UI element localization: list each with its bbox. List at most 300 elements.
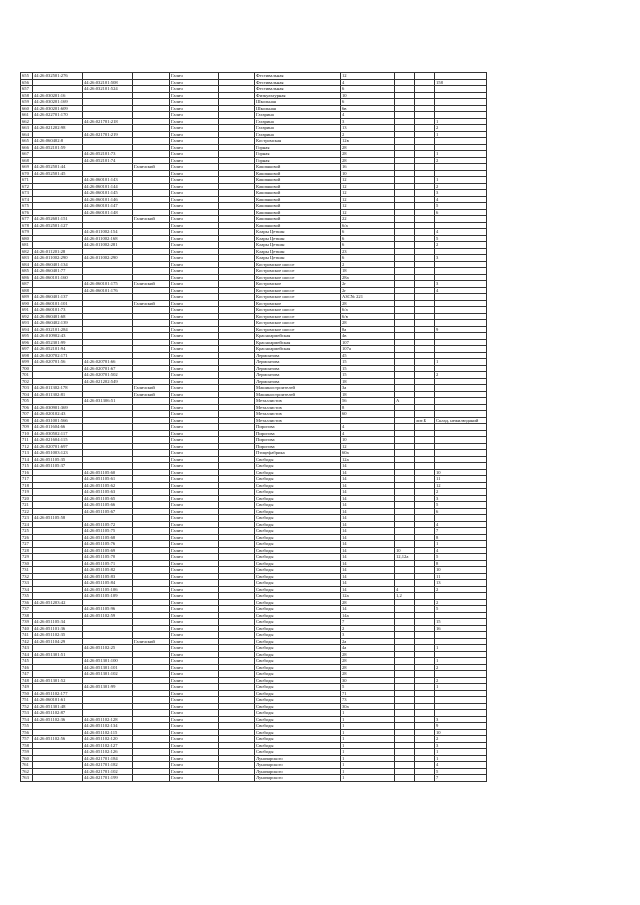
house-cell: 10 [341,92,395,99]
city-cell: Галич [170,118,219,125]
cadastral-number-cell: 44:26:032501:276 [33,73,83,80]
house-cell: 12 [341,73,395,80]
apartment-cell: 1 [435,177,487,184]
cadastral-number-cell [33,775,83,782]
house-cell: 30а [341,703,395,710]
row-number-cell: 675 [21,203,33,210]
district-cell: Галичский [133,216,170,223]
apartment-cell: 10 [435,567,487,574]
cadastral-number-cell: 44:26:060402:8 [33,138,83,145]
street-cell: Свободы [255,573,341,580]
apartment-cell: 6 [435,209,487,216]
row-number-cell: 660 [21,105,33,112]
cadastral-number-cell: 44:26:052101:59 [33,144,83,151]
street-cell: Клары Цеткин [255,235,341,242]
cadastral-number-unit-cell: 44:26:051102:127 [83,742,133,749]
cadastral-number-cell: 44:26:052301:99 [33,339,83,346]
cadastral-number-unit-cell: 44:26:021701:219 [83,131,133,138]
city-cell: Галич [170,508,219,515]
city-cell: Галич [170,567,219,574]
cadastral-number-unit-cell: 44:26:020701:502 [83,372,133,379]
house-cell: 6/а [341,222,395,229]
cadastral-number-unit-cell: 44:26:051102:128 [83,716,133,723]
apartment-cell: 1 [435,645,487,652]
house-cell: 6 [341,235,395,242]
district-cell: Галичский [133,638,170,645]
city-cell: Галич [170,729,219,736]
city-cell: Галич [170,125,219,132]
cadastral-number-cell: 44:26:051301:48 [33,703,83,710]
street-cell: Свободы [255,469,341,476]
apartment-cell: 2 [435,183,487,190]
city-cell: Галич [170,73,219,80]
cadastral-number-cell: 44:26:051105:35 [33,456,83,463]
row-number-cell: 752 [21,703,33,710]
row-number-cell: 670 [21,170,33,177]
street-cell: Костромское [255,281,341,288]
city-cell: Галич [170,742,219,749]
city-cell: Галич [170,183,219,190]
apartment-cell: 7 [435,528,487,535]
city-cell: Галич [170,164,219,171]
city-cell: Галич [170,443,219,450]
apartment-cell: 3 [435,255,487,262]
cadastral-number-unit-cell: 44:26:032101:508 [83,79,133,86]
city-cell: Галич [170,255,219,262]
house-cell: 18 [341,378,395,385]
cadastral-number-cell: 44:26:060101:160 [33,274,83,281]
cadastral-number-unit-cell: 44:26:060101:145 [83,190,133,197]
row-number-cell: 686 [21,274,33,281]
house-cell: 16 [341,164,395,171]
city-cell: Галич [170,424,219,431]
apartment-cell: 5 [435,235,487,242]
street-cell: Кашпяковой [255,170,341,177]
row-number-cell: 740 [21,625,33,632]
street-cell: Свободы [255,723,341,730]
house-cell: 12а [341,593,395,600]
house-cell: 6/а [341,307,395,314]
house-cell: 15 [341,365,395,372]
city-cell: Галич [170,411,219,418]
house-cell: 7 [341,619,395,626]
letter-cell: лит.Б [415,417,435,424]
row-number-cell: 669 [21,164,33,171]
row-number-cell: 732 [21,573,33,580]
cadastral-number-unit-cell: 44:26:051105:84 [83,580,133,587]
cadastral-number-unit-cell: 44:26:051105:72 [83,521,133,528]
street-cell: Металлистов [255,411,341,418]
building-cell: А [395,398,415,405]
row-number-cell: 715 [21,463,33,470]
row-number-cell: 726 [21,534,33,541]
apartment-cell: 2 [435,242,487,249]
house-cell: 2г [341,287,395,294]
street-cell: Свободы [255,736,341,743]
city-cell: Галич [170,560,219,567]
city-cell: Галич [170,281,219,288]
apartment-cell: 5 [435,554,487,561]
cadastral-number-cell: 44:26:011604:66 [33,424,83,431]
cadastral-number-cell: 44:26:051105:58 [33,515,83,522]
row-number-cell: 666 [21,144,33,151]
city-cell: Галич [170,352,219,359]
city-cell: Галич [170,385,219,392]
street-cell: Гагарина [255,125,341,132]
house-cell: 28 [341,300,395,307]
cadastral-number-cell: 44:26:052501:44 [33,164,83,171]
street-cell: Костромское шоссе [255,326,341,333]
apartment-cell: 1 [435,118,487,125]
street-cell: Свободы [255,541,341,548]
cadastral-number-cell: 44:26:031001:566 [33,417,83,424]
city-cell: Галич [170,157,219,164]
house-cell: 1 [341,762,395,769]
house-cell: 28 [341,651,395,658]
row-number-cell: 692 [21,313,33,320]
cadastral-number-unit-cell: 44:26:051102:115 [83,729,133,736]
street-cell: Костромское [255,300,341,307]
house-cell: 14 [341,502,395,509]
cadastral-number-unit-cell: 44:26:020701:67 [83,365,133,372]
street-cell: Свободы [255,710,341,717]
street-cell: Свободы [255,619,341,626]
house-cell: 10 [341,170,395,177]
cadastral-number-unit-cell: 44:26:021701:184 [83,755,133,762]
apartment-cell: 9 [435,723,487,730]
city-cell: Галич [170,300,219,307]
city-cell: Галич [170,99,219,106]
row-number-cell: 746 [21,664,33,671]
row-number-cell: 656 [21,79,33,86]
house-cell: 28а [341,274,395,281]
building-cell [395,775,415,782]
row-number-cell: 731 [21,567,33,574]
building-cell: 10 [395,547,415,554]
house-cell: АЗС№ 221 [341,294,395,301]
house-cell: 14 [341,469,395,476]
city-cell: Галич [170,86,219,93]
cadastral-number-unit-cell: 44:26:021701:102 [83,768,133,775]
cadastral-number-unit-cell: 44:26:011002:154 [83,229,133,236]
street-cell: Лермонтова [255,352,341,359]
apartment-cell: 10 [435,729,487,736]
city-cell: Галич [170,242,219,249]
row-number-cell: 744 [21,651,33,658]
house-cell: 1 [341,768,395,775]
house-cell: 28 [341,671,395,678]
row-number-cell: 677 [21,216,33,223]
row-number-cell: 709 [21,424,33,431]
city-cell: Галич [170,365,219,372]
house-cell: 15 [341,359,395,366]
row-number-cell: 702 [21,378,33,385]
house-cell: 14 [341,489,395,496]
cadastral-number-cell: 44:26:020701:697 [33,443,83,450]
apartment-cell: 5 [435,768,487,775]
house-cell: 28 [341,151,395,158]
house-cell: 2 [341,131,395,138]
cadastral-number-unit-cell: 44:26:051105:76 [83,541,133,548]
apartment-cell: 1 [435,684,487,691]
row-number-cell: 755 [21,723,33,730]
cadastral-number-unit-cell: 44:26:011002:168 [83,235,133,242]
street-cell: Клары Цеткин [255,229,341,236]
row-number-cell: 671 [21,177,33,184]
city-cell: Галич [170,599,219,606]
row-number-cell: 698 [21,352,33,359]
city-cell: Галич [170,775,219,782]
apartment-cell: 1 [435,541,487,548]
cadastral-number-unit-cell: 44:26:051102:126 [83,749,133,756]
row-number-cell: 705 [21,398,33,405]
row-number-cell: 759 [21,749,33,756]
cadastral-number-unit-cell: 44:26:051105:71 [83,560,133,567]
house-cell: 4 [341,79,395,86]
house-cell: 3а [341,385,395,392]
city-cell: Галич [170,736,219,743]
cadastral-number-cell: 44:26:051102:56 [33,736,83,743]
city-cell: Галич [170,658,219,665]
city-cell: Галич [170,482,219,489]
cadastral-number-unit-cell: 44:26:051102:120 [83,736,133,743]
house-cell: 14 [341,580,395,587]
cadastral-number-cell: 44:26:051105:34 [33,619,83,626]
apartment-cell: 5 [435,606,487,613]
city-cell: Галич [170,203,219,210]
street-cell: Свободы [255,703,341,710]
street-cell: Свободы [255,508,341,515]
street-cell: Металлистов [255,398,341,405]
apartment-cell: 2 [435,599,487,606]
row-number-cell: 688 [21,287,33,294]
street-cell: Металлистов [255,417,341,424]
cadastral-number-cell: 44:26:030901:369 [33,404,83,411]
street-cell: Костромское шоссе [255,268,341,275]
row-number-cell: 749 [21,684,33,691]
city-cell: Галич [170,372,219,379]
house-cell: 28 [341,664,395,671]
street-cell: Свободы [255,495,341,502]
row-number-cell: 679 [21,229,33,236]
row-number-cell: 716 [21,469,33,476]
city-cell: Галич [170,580,219,587]
city-cell: Галич [170,248,219,255]
row-number-cell: 676 [21,209,33,216]
street-cell: Красноармейская [255,333,341,340]
city-cell: Галич [170,307,219,314]
street-cell: Лермонтова [255,365,341,372]
street-cell: Свободы [255,749,341,756]
city-cell: Галич [170,144,219,151]
city-cell: Галич [170,268,219,275]
row-number-cell: 680 [21,235,33,242]
cadastral-number-unit-cell: 44:26:051105:67 [83,508,133,515]
street-cell: Свободы [255,593,341,600]
row-number-cell: 729 [21,554,33,561]
street-cell: Горная [255,157,341,164]
cadastral-number-cell: 44:26:060401:68 [33,313,83,320]
house-cell: 10 [341,437,395,444]
row-number-cell: 736 [21,599,33,606]
row-number-cell: 754 [21,716,33,723]
apartment-cell: 5 [435,502,487,509]
row-number-cell: 668 [21,157,33,164]
apartment-cell: 4 [435,521,487,528]
city-cell: Галич [170,541,219,548]
row-number-cell: 712 [21,443,33,450]
apartment-cell: 2 [435,157,487,164]
street-cell: Свободы [255,690,341,697]
cadastral-number-unit-cell: 44:26:011002:281 [83,242,133,249]
cadastral-number-cell: 44:26:021202:98 [33,125,83,132]
house-cell: 23 [341,248,395,255]
house-cell: 12 [341,443,395,450]
cadastral-number-cell: 44:26:051301:52 [33,677,83,684]
city-cell: Галич [170,463,219,470]
city-cell: Галич [170,489,219,496]
apartment-cell: Склад, нежилвзданий [435,417,487,424]
city-cell: Галич [170,586,219,593]
city-cell: Галич [170,216,219,223]
house-cell: 30 [341,677,395,684]
street-cell: Свободы [255,463,341,470]
house-cell: 14а [341,612,395,619]
row-number-cell: 718 [21,482,33,489]
city-cell: Галич [170,534,219,541]
cadastral-number-unit-cell: 44:26:051105:65 [83,495,133,502]
row-number-cell: 741 [21,632,33,639]
register-table-body [21,73,487,782]
street-cell: Кашпяковой [255,196,341,203]
city-cell: Галич [170,404,219,411]
cadastral-number-cell: 44:26:051102:36 [33,716,83,723]
apartment-cell: 4 [435,287,487,294]
row-number-cell: 758 [21,742,33,749]
cadastral-number-cell: 44:26:052501:45 [33,170,83,177]
house-cell: 60 [341,411,395,418]
row-number-cell: 696 [21,339,33,346]
cadastral-number-cell: 44:26:051102:87 [33,710,83,717]
city-cell: Галич [170,476,219,483]
apartment-cell: 1 [435,359,487,366]
row-number-cell: 704 [21,391,33,398]
row-number-cell: 703 [21,385,33,392]
cadastral-number-unit-cell: 44:26:051105:96 [83,606,133,613]
street-cell: Клары Цеткин [255,255,341,262]
row-number-cell: 682 [21,248,33,255]
house-cell: 4 [341,430,395,437]
cadastral-number-unit-cell: 44:26:051105:63 [83,489,133,496]
apartment-cell: 1 [435,131,487,138]
city-cell: Галич [170,612,219,619]
house-cell: 4 [341,424,395,431]
cadastral-number-unit-cell: 44:26:051105:106 [83,586,133,593]
street-cell: Свободы [255,716,341,723]
building-cell: 4 [395,586,415,593]
street-cell: Красноармейская [255,346,341,353]
street-cell: Свободы [255,677,341,684]
city-cell: Галич [170,554,219,561]
cadastral-number-cell: 44:26:060401:134 [33,261,83,268]
house-cell: 107 [341,339,395,346]
cadastral-number-cell: 44:26:052101:94 [33,346,83,353]
city-cell: Галич [170,177,219,184]
city-cell: Галич [170,359,219,366]
street-cell: Костромское шоссе [255,294,341,301]
letter-cell [415,775,435,782]
row-number-cell: 684 [21,261,33,268]
house-cell: 6/в [341,313,395,320]
district-cell [133,775,170,782]
street-cell: Школьная [255,105,341,112]
city-cell: Галич [170,326,219,333]
city-cell: Галич [170,716,219,723]
street-cell: Свободы [255,612,341,619]
house-cell: 6 [341,86,395,93]
row-number-cell: 761 [21,762,33,769]
cadastral-number-cell: 44:26:052601:151 [33,216,83,223]
street-cell: Гагарина [255,131,341,138]
city-cell: Галич [170,671,219,678]
street-cell: Фестивальная [255,79,341,86]
city-cell: Галич [170,502,219,509]
apartment-cell: 12 [435,482,487,489]
row-number-cell: 655 [21,73,33,80]
cadastral-number-cell: 44:26:051203:42 [33,599,83,606]
cadastral-number-unit-cell: 44:26:051105:68 [83,534,133,541]
street-cell: Кашпяковой [255,203,341,210]
row-number-cell: 672 [21,183,33,190]
row-number-cell: 695 [21,333,33,340]
row-number-cell: 760 [21,755,33,762]
street-cell: Луначарского [255,755,341,762]
cadastral-number-cell: 44:26:051105:37 [33,463,83,470]
street-cell: Школьная [255,99,341,106]
row-number-cell: 699 [21,359,33,366]
row-number-cell: 683 [21,255,33,262]
row-number-cell: 723 [21,515,33,522]
row-number-cell: 738 [21,612,33,619]
cadastral-number-cell: 44:26:011302:81 [33,391,83,398]
house-cell: 14 [341,567,395,574]
house-cell: 2а [341,638,395,645]
street-cell: Свободы [255,632,341,639]
city-cell: Галич [170,92,219,99]
house-cell: 15 [341,372,395,379]
cadastral-number-unit-cell: 44:26:020701:66 [83,359,133,366]
apartment-cell: 2 [435,664,487,671]
row-number-cell: 753 [21,710,33,717]
row-number-cell: 717 [21,476,33,483]
street-cell: Свободы [255,489,341,496]
city-cell: Галич [170,625,219,632]
cadastral-number-unit-cell: 44:26:021202:549 [83,378,133,385]
row-number-cell: 689 [21,294,33,301]
house-cell: 14 [341,476,395,483]
city-cell: Галич [170,378,219,385]
apartment-cell: 158 [435,79,487,86]
cadastral-number-unit-cell: 44:26:051105:82 [83,567,133,574]
street-cell: Лермонтова [255,372,341,379]
city-cell: Галич [170,755,219,762]
house-cell: 56 [341,398,395,405]
row-number-cell: 687 [21,281,33,288]
cadastral-number-unit-cell: 44:26:051102:25 [83,645,133,652]
house-cell: 12 [341,177,395,184]
city-cell: Галич [170,261,219,268]
row-number-cell: 728 [21,547,33,554]
